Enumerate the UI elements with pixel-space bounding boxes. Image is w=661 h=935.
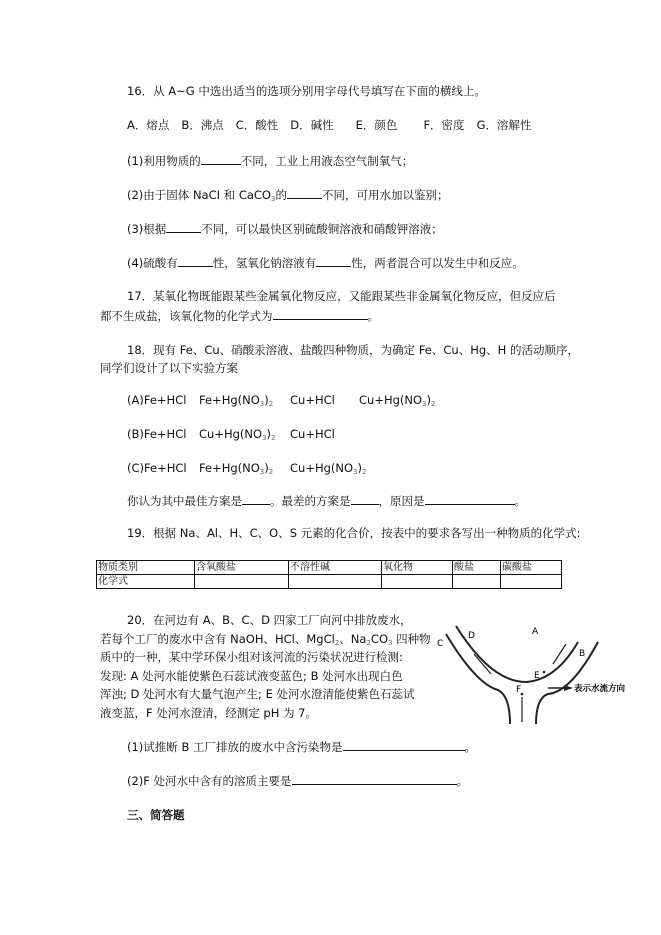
legend-label: 表示水流方向: [574, 684, 626, 694]
text: Fe+Hg(NO: [199, 393, 260, 407]
text: 不同，可以最快区别硫酸铜溶液和硝酸钾溶液；: [201, 222, 443, 236]
q20-line: [100, 705, 317, 721]
q18-line2: 同学们设计了以下实验方案: [100, 361, 238, 375]
q16-item-4: [127, 254, 524, 271]
option: F．密度: [423, 118, 465, 132]
subscript: 2: [362, 468, 367, 476]
q16-options: [127, 117, 531, 133]
q20-line: [100, 649, 403, 665]
text: 。: [456, 774, 469, 788]
text: ): [264, 393, 269, 407]
option: E．颜色: [355, 118, 398, 132]
text: 质中的一种，某中学环保小组对该河流的污染状况进行检测:: [100, 650, 403, 664]
subscript: 3: [259, 468, 265, 476]
answer-blank[interactable]: [287, 186, 322, 199]
text: (1)试推断 B 工厂排放的废水中含污染物是: [127, 740, 343, 754]
label-f: F: [516, 685, 522, 695]
text: 四种物: [392, 631, 431, 646]
q20-line: [127, 612, 412, 628]
table-cell: 化学式: [97, 575, 195, 589]
label-a: A: [532, 627, 539, 637]
text: Cu+Hg(NO: [290, 461, 354, 475]
text: ): [426, 393, 432, 407]
text: (3)根据: [127, 222, 167, 236]
answer-blank[interactable]: [242, 492, 270, 505]
q19-table: [96, 560, 562, 589]
option: G．溶解性: [476, 118, 532, 132]
text: ): [264, 461, 269, 475]
table-cell: 含氧酸盐: [195, 561, 289, 575]
answer-cell[interactable]: [382, 575, 453, 589]
plan-reaction: [199, 460, 273, 480]
plan-reaction: [290, 426, 335, 442]
answer-cell[interactable]: [453, 575, 501, 589]
answer-blank[interactable]: [425, 492, 515, 505]
text: 20．在河边有 A、B、C、D 四家工厂向河中排放废水，: [127, 613, 412, 627]
river-bank-left: [446, 634, 510, 724]
text: 都不生成盐，该氧化物的化学式为: [100, 309, 273, 323]
subscript: 2: [366, 638, 371, 647]
q18-line1: 18．现有 Fe、Cu、硝酸汞溶液、盐酸四种物质，为确定 Fe、Cu、Hg、H 的活动顺序，: [127, 343, 579, 357]
text: 性，氢氧化钠溶液有: [212, 256, 317, 270]
table-cell: 物质类别: [97, 561, 195, 575]
text: 、Na: [339, 631, 367, 646]
text: 液变蓝，F 处河水澄清，经测定 pH 为 7。: [100, 705, 317, 720]
q20-line: [100, 631, 431, 651]
subscript: 3: [388, 638, 393, 647]
text: 浑浊; D 处河水有大量气泡产生; E 处河水澄清能使紫色石蕊试: [100, 687, 415, 701]
text: 若每个工厂的废水中含有 NaOH、HCl、MgCl: [100, 631, 335, 646]
q16-title: 16．从 A~G 中选出适当的选项分别用字母代号填写在下面的横线上。: [127, 84, 486, 98]
answer-cell[interactable]: [501, 575, 562, 589]
text: 。: [367, 309, 379, 323]
q17-line1: 17．某氧化物既能跟某些金属氧化物反应，又能跟某些非金属氧化物反应，但反应后: [127, 289, 556, 303]
answer-cell[interactable]: [195, 575, 289, 589]
subscript: 2: [431, 400, 436, 408]
table-cell: 氧化物: [382, 561, 453, 575]
q16-item-1: [127, 152, 413, 169]
text: (2)F 处河水中含有的溶质主要是: [127, 774, 292, 788]
plan-reaction: [290, 460, 366, 480]
table-cell: 酸盐: [453, 561, 501, 575]
text: 不同，可用水加以鉴别；: [321, 188, 449, 202]
subscript: 2: [268, 468, 274, 476]
text: CO: [370, 631, 389, 646]
plan-label: (C)Fe+HCl: [127, 461, 187, 475]
q19-title: 19．根据 Na、Al、H、C、O、S 元素的化合价，按表中的要求各写出一种物质的化学式:: [127, 526, 581, 540]
flow-arrow-icon: [474, 654, 491, 674]
q17-line2: [100, 307, 379, 324]
subscript: 3: [262, 434, 267, 442]
text: Cu+HCl: [290, 393, 335, 407]
text: 不同，工业上用液态空气制氧气；: [240, 154, 414, 168]
text: ，原因是: [378, 494, 425, 508]
q20-item-1: [127, 738, 476, 755]
subscript: 3: [353, 468, 358, 476]
answer-blank[interactable]: [351, 492, 379, 505]
subscript: 3: [422, 400, 427, 408]
plan-reaction: [359, 392, 435, 412]
text: 。: [514, 494, 526, 508]
label-d: D: [468, 631, 475, 641]
plan-reaction: [290, 392, 335, 408]
answer-blank[interactable]: [316, 254, 351, 267]
answer-blank[interactable]: [201, 152, 241, 165]
subscript: 2: [271, 434, 276, 442]
answer-blank[interactable]: [178, 254, 213, 267]
q20-line: [100, 686, 415, 702]
subscript: 3: [271, 195, 276, 203]
river-bank-right: [536, 642, 598, 724]
table-header-row: [97, 561, 562, 575]
q16-item-3: [127, 220, 443, 237]
answer-blank[interactable]: [343, 738, 465, 751]
subscript: 2: [334, 638, 340, 647]
label-c: C: [437, 639, 444, 649]
table-row: [97, 575, 562, 589]
q16-item-2: [127, 186, 448, 207]
answer-blank[interactable]: [292, 772, 457, 785]
text: 。最差的方案是: [270, 494, 351, 508]
text: 。: [464, 740, 476, 754]
plan-reaction: [199, 392, 273, 412]
subscript: 3: [259, 400, 265, 408]
text: Cu+Hg(NO: [199, 427, 263, 441]
text: 的: [275, 188, 287, 202]
text: Cu+Hg(NO: [359, 393, 423, 407]
answer-blank[interactable]: [166, 220, 201, 233]
text: (2)由于固体 NaCI 和 CaCO: [127, 188, 271, 202]
table-cell: 不溶性碱: [289, 561, 382, 575]
text: 性，两者混合可以发生中和反应。: [351, 256, 524, 270]
table-cell: 碳酸盐: [501, 561, 562, 575]
text: 你认为其中最佳方案是: [127, 494, 242, 508]
river-diagram: [436, 612, 636, 724]
answer-cell[interactable]: [289, 575, 382, 589]
label-b: B: [579, 649, 586, 659]
q20-line: [100, 668, 403, 684]
subscript: 2: [268, 400, 274, 408]
option: C．酸性: [235, 118, 279, 132]
text: Fe+Hg(NO: [199, 461, 260, 475]
option: D．碱性: [290, 118, 334, 132]
text: Cu+HCl: [290, 427, 335, 441]
q20-item-2: [127, 772, 468, 789]
option: A．熔点: [127, 118, 170, 132]
text: (4)硫酸有: [127, 256, 178, 270]
text: 发现: A 处河水能使紫色石蕊试液变蓝色; B 处河水出现白色: [100, 668, 403, 683]
plan-reaction: [199, 426, 275, 446]
option: B．沸点: [181, 118, 224, 132]
plan-label: (B)Fe+HCl: [127, 427, 187, 441]
answer-blank[interactable]: [273, 307, 368, 320]
text: ): [266, 427, 272, 441]
label-e: E: [534, 671, 540, 681]
text: ): [357, 461, 363, 475]
q18-question: [127, 492, 526, 509]
section-heading: 三、简答题: [127, 808, 185, 822]
text: (1)利用物质的: [127, 154, 201, 168]
plan-label: (A)Fe+HCl: [127, 393, 187, 407]
